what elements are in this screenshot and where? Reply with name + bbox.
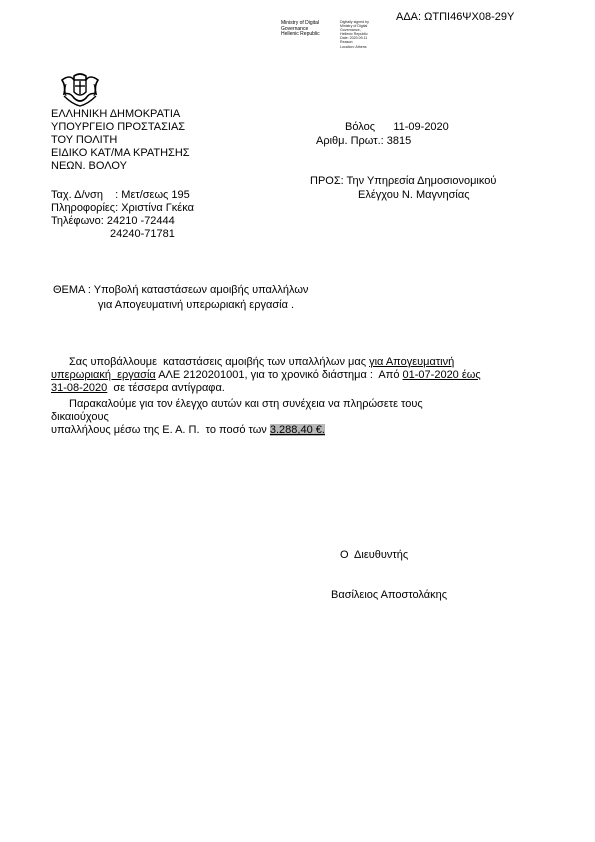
body-text: υπαλλήλους μέσω της Ε. Α. Π. το ποσό των [51, 424, 270, 436]
stamp-line: Ministry of Digital [281, 20, 320, 26]
sender-line: ΤΟΥ ΠΟΛΙΤΗ [51, 134, 118, 146]
contact-address: Ταχ. Δ/νση : Μετ/σεως 195 [51, 189, 190, 201]
contact-block [51, 189, 194, 241]
body-paragraph-2-line-3 [51, 424, 325, 437]
subject-line-2: για Απογευματινή υπερωριακή εργασία . [98, 299, 295, 311]
body-text: σε τέσσερα αντίγραφα. [107, 382, 225, 394]
body-paragraph-2-line-1: Παρακαλούμε για τον έλεγχο αυτών και στη συνέχεια να πληρώσετε τους [69, 398, 423, 410]
coat-of-arms-icon [60, 70, 100, 108]
stamp-line: Date: 2020.09.11 [340, 36, 368, 41]
stamp-line: Reason: [340, 40, 354, 45]
sender-line: ΕΙΔΙΚΟ ΚΑΤ/ΜΑ ΚΡΑΤΗΣΗΣ [51, 147, 190, 159]
date-range-end: 31-08-2020 [51, 382, 108, 394]
date-range-start: 01-07-2020 έως [402, 369, 481, 381]
subject-line-1: ΘΕΜΑ : Υποβολή καταστάσεων αμοιβής υπαλλήλων [53, 284, 309, 296]
body-paragraph-2-line-2: δικαιούχους [51, 411, 109, 423]
recipient-line-2: Ελέγχου Ν. Μαγνησίας [358, 189, 470, 201]
digital-stamp-details [340, 20, 369, 49]
contact-phone-2: 24240-71781 [110, 228, 175, 240]
sender-line: ΕΛΛΗΝΙΚΗ ΔΗΜΟΚΡΑΤΙΑ [51, 108, 181, 120]
stamp-line: Governance [281, 25, 309, 32]
body-text-underlined: για Απογευματινή [369, 356, 455, 368]
body-text: Σας υποβάλλουμε καταστάσεις αμοιβής των υπαλλήλων μας [69, 356, 370, 368]
stamp-line: Location: Athens [340, 44, 367, 49]
place-date: Βόλος 11-09-2020 [345, 121, 449, 133]
stamp-line: Hellenic Republic [281, 31, 320, 37]
ada-code: ΑΔΑ: ΩΤΠΙ46ΨΧ08-29Υ [396, 11, 515, 23]
sender-line: ΝΕΩΝ. ΒΟΛΟΥ [51, 160, 127, 172]
stamp-line: Digitally signed by [340, 20, 369, 24]
body-text-underlined: υπερωριακή εργασία [51, 369, 156, 381]
body-paragraph-1-line-3 [51, 382, 225, 395]
contact-info: Πληροφορίες: Χριστίνα Γκέκα [51, 202, 194, 214]
recipient-line-1: ΠΡΟΣ: Την Υπηρεσία Δημοσιονομικού [310, 175, 497, 187]
digital-stamp-issuer [281, 21, 320, 38]
stamp-line: Hellenic Republic [340, 32, 368, 37]
signature-title: Ο Διευθυντής [340, 549, 409, 561]
signature-name: Βασίλειος Αποστολάκης [331, 589, 448, 601]
body-paragraph-1-line-1 [69, 356, 454, 369]
contact-phone: Τηλέφωνο: 24210 -72444 [51, 215, 175, 227]
stamp-line: Governance, [340, 28, 361, 33]
protocol-number: Αριθμ. Πρωτ.: 3815 [316, 135, 412, 147]
body-text: ΑΛΕ 2120201001, για το χρονικό διάστημα : Από [155, 369, 403, 381]
sender-line: ΥΠΟΥΡΓΕΙΟ ΠΡΟΣΤΑΣΙΑΣ [51, 121, 186, 133]
stamp-line: Ministry of Digital [340, 24, 368, 29]
amount-highlight: 3.288,40 €. [269, 424, 325, 436]
body-paragraph-1-line-2 [51, 369, 481, 382]
sender-block [51, 108, 190, 173]
